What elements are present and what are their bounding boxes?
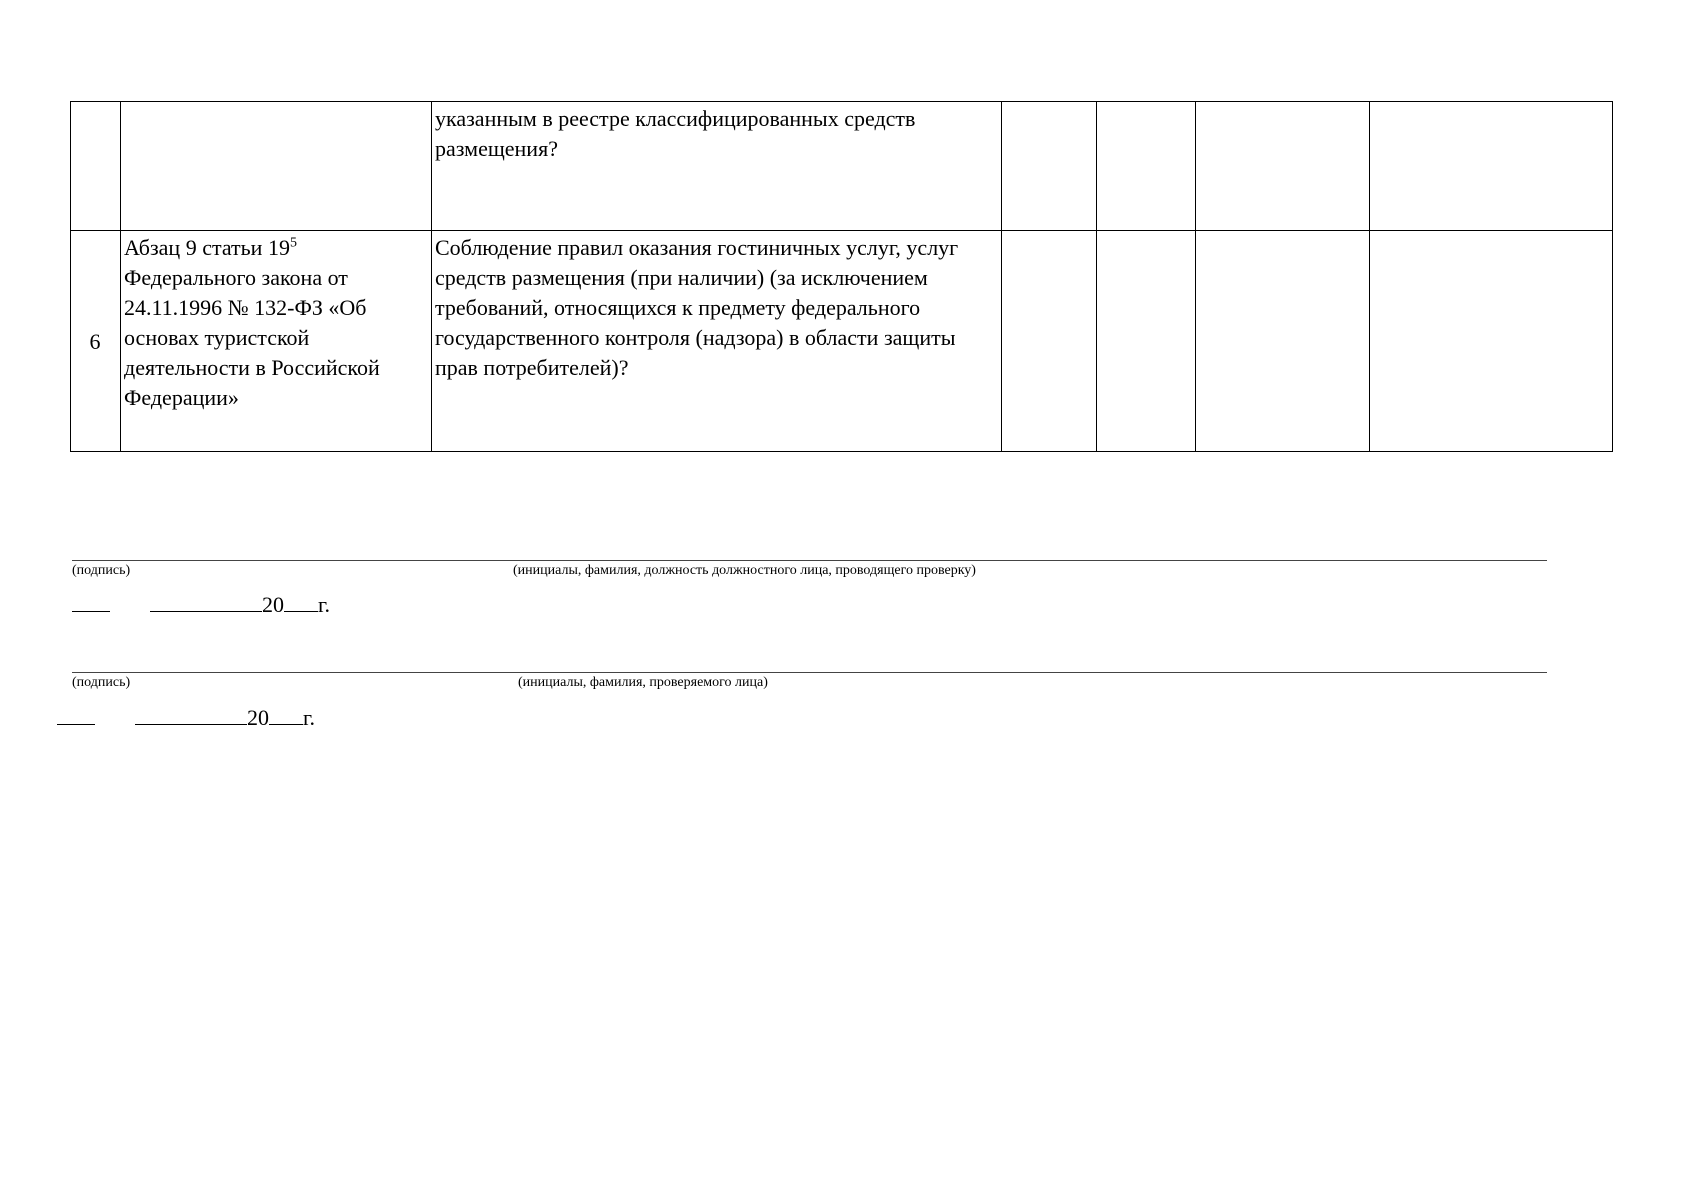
day-blank: [57, 704, 95, 725]
table-row: [71, 102, 1613, 231]
answer-cell: [1002, 102, 1097, 231]
answer-cell: [1097, 231, 1196, 452]
year-blank: [269, 704, 303, 725]
signature-caption: (подпись): [72, 563, 131, 578]
signature-line: [72, 672, 1547, 673]
question-cell: Соблюдение правил оказания гостиничных услуг, услуг средств размещения (при наличии) (за исключением требований, относящихся к предмету федерального государственного контроля (надзора) в области защиты прав потребителей)?: [432, 231, 1002, 452]
row-number: 6: [71, 231, 121, 452]
date-line: [57, 704, 315, 731]
answer-cell: [1002, 231, 1097, 452]
table-row: [71, 231, 1613, 452]
month-blank: [150, 591, 262, 612]
note-cell: [1370, 102, 1613, 231]
name-caption: (инициалы, фамилия, проверяемого лица): [518, 675, 768, 690]
checklist-table: [70, 101, 1613, 452]
year-blank: [284, 591, 318, 612]
signature-line: [72, 560, 1547, 561]
legal-basis-cell: [121, 231, 432, 452]
row-number: [71, 102, 121, 231]
date-line: [72, 591, 330, 618]
name-caption: (инициалы, фамилия, должность должностного лица, проводящего проверку): [513, 563, 976, 578]
question-cell: указанным в реестре классифицированных средств размещения?: [432, 102, 1002, 231]
day-blank: [72, 591, 110, 612]
signature-caption: (подпись): [72, 675, 131, 690]
note-cell: [1370, 231, 1613, 452]
year-prefix: 20: [262, 592, 284, 617]
year-suffix: г.: [318, 592, 331, 617]
answer-cell: [1097, 102, 1196, 231]
legal-basis-cell: [121, 102, 432, 231]
year-suffix: г.: [303, 705, 316, 730]
superscript: 5: [289, 235, 297, 251]
legal-basis-text: Федерального закона от 24.11.1996 № 132-ФЗ «Об основах туристской деятельности в Российской Федерации»: [124, 265, 380, 410]
answer-cell: [1196, 231, 1370, 452]
month-blank: [135, 704, 247, 725]
year-prefix: 20: [247, 705, 269, 730]
legal-basis-text: Абзац 9 статьи 19: [124, 235, 290, 260]
answer-cell: [1196, 102, 1370, 231]
